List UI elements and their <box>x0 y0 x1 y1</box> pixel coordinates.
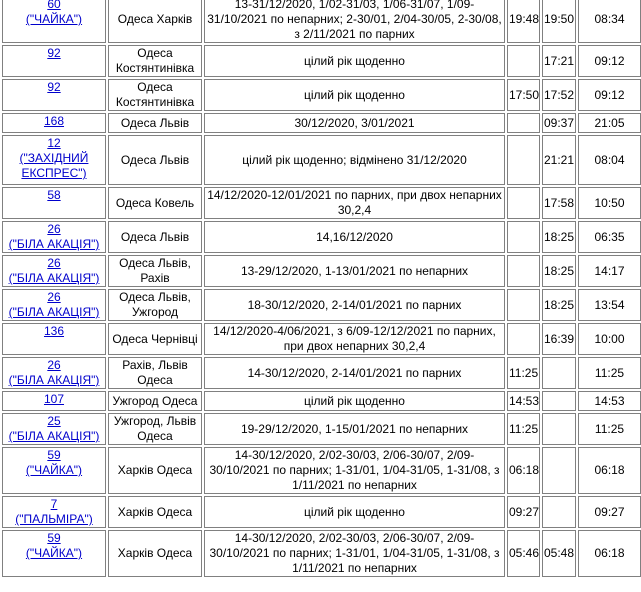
days-line: 18-30/12/2020, 2-14/01/2021 по парних <box>247 297 462 312</box>
train-number: 26 <box>47 290 61 304</box>
train-name: ("БІЛА АКАЦІЯ") <box>8 271 100 285</box>
route-line: Костянтинівка <box>115 61 195 75</box>
train-number: 92 <box>47 80 61 94</box>
table-row <box>2 323 641 355</box>
train-link[interactable] <box>4 256 104 286</box>
route-cell <box>108 113 202 133</box>
route-cell <box>108 357 202 389</box>
train-number: 25 <box>47 414 61 428</box>
route-cell <box>108 496 202 528</box>
route-cell <box>108 413 202 445</box>
days-cell <box>204 79 505 111</box>
departure-cell <box>542 413 576 445</box>
arrival-cell: 17:50 <box>507 79 540 111</box>
time-cell: 09:12 <box>578 45 641 77</box>
train-link[interactable] <box>4 531 104 561</box>
days-line: з 2/11/2021 по парних <box>294 27 415 41</box>
days-cell <box>204 413 505 445</box>
route-line: Харків Одеса <box>117 463 193 477</box>
route-line: Одеса Львів, <box>119 290 191 304</box>
days-line: цілий рік щоденно; відмінено 31/12/2020 <box>242 152 467 167</box>
route-line: Ужгород, Львів <box>113 414 197 428</box>
time-cell: 10:00 <box>578 323 641 355</box>
arrival-cell: 19:48 <box>507 0 540 43</box>
train-cell <box>2 45 106 77</box>
route-line: Одеса Львів <box>120 115 190 130</box>
table-row <box>2 45 641 77</box>
days-line: цілий рік щоденно <box>304 393 405 408</box>
route-cell <box>108 447 202 494</box>
days-line: цілий рік щоденно <box>304 53 405 68</box>
route-line: Одеса Львів <box>120 152 190 167</box>
route-line: Рахів, Львів <box>122 358 188 372</box>
train-number: 136 <box>43 324 65 338</box>
route-line: Одеса <box>137 80 173 94</box>
time-cell: 08:04 <box>578 135 641 185</box>
route-line: Одеса <box>137 429 173 443</box>
table-row <box>2 357 641 389</box>
days-line: 30,2,4 <box>337 203 372 217</box>
departure-cell: 16:39 <box>542 323 576 355</box>
days-cell <box>204 323 505 355</box>
train-link[interactable] <box>4 324 104 339</box>
route-cell <box>108 221 202 253</box>
route-cell <box>108 187 202 219</box>
train-link[interactable] <box>4 136 104 181</box>
train-link[interactable] <box>4 0 104 27</box>
days-cell <box>204 0 505 43</box>
train-link[interactable] <box>4 414 104 444</box>
days-line: 14/12/2020-12/01/2021 по парних, при двох непарних <box>207 188 502 202</box>
train-number: 92 <box>47 46 61 60</box>
departure-cell <box>542 447 576 494</box>
table-row <box>2 79 641 111</box>
arrival-cell <box>507 323 540 355</box>
train-link[interactable] <box>4 392 104 407</box>
arrival-cell <box>507 113 540 133</box>
table-row <box>2 0 641 43</box>
route-line: Одеса Чернівці <box>112 331 198 346</box>
route-cell <box>108 530 202 577</box>
table-row <box>2 289 641 321</box>
route-line: Одеса Львів, <box>119 256 191 270</box>
route-line: Одеса <box>137 46 173 60</box>
days-line: цілий рік щоденно <box>304 87 405 102</box>
days-cell <box>204 391 505 411</box>
train-name: ("БІЛА АКАЦІЯ") <box>8 429 100 443</box>
train-link[interactable] <box>4 188 104 203</box>
table-row <box>2 413 641 445</box>
days-line: 13-31/12/2020, 1/02-31/03, 1/06-31/07, 1/09- <box>234 0 475 11</box>
departure-cell: 18:25 <box>542 255 576 287</box>
departure-cell: 17:52 <box>542 79 576 111</box>
arrival-cell <box>507 187 540 219</box>
train-number: 7 <box>50 497 58 511</box>
days-line: 14-30/12/2020, 2/02-30/03, 2/06-30/07, 2/09- <box>234 531 475 545</box>
days-line: 30/10/2021 по парних; 1-31/01, 1/04-31/05, 1-31/08, з <box>209 546 500 560</box>
time-cell: 09:12 <box>578 79 641 111</box>
arrival-cell: 06:18 <box>507 447 540 494</box>
arrival-cell <box>507 45 540 77</box>
days-line: при двох непарних 30,2,4 <box>283 339 426 353</box>
train-name: ("БІЛА АКАЦІЯ") <box>8 373 100 387</box>
departure-cell: 05:48 <box>542 530 576 577</box>
route-cell <box>108 391 202 411</box>
days-cell <box>204 447 505 494</box>
route-line: Одеса Харків <box>117 12 193 26</box>
departure-cell: 17:58 <box>542 187 576 219</box>
train-link[interactable] <box>4 114 104 129</box>
days-line: 14-30/12/2020, 2-14/01/2021 по парних <box>247 365 462 380</box>
route-cell <box>108 135 202 185</box>
time-cell: 09:27 <box>578 496 641 528</box>
days-cell <box>204 255 505 287</box>
days-cell <box>204 113 505 133</box>
arrival-cell <box>507 255 540 287</box>
route-cell <box>108 45 202 77</box>
days-line: 1/11/2021 по непарних <box>292 561 417 575</box>
train-number: 59 <box>47 448 61 462</box>
days-line: 1/11/2021 по непарних <box>292 478 417 492</box>
train-link[interactable] <box>4 497 104 527</box>
train-link[interactable] <box>4 46 104 61</box>
train-name: ("ЧАЙКА") <box>25 12 83 26</box>
schedule-body <box>2 0 641 577</box>
departure-cell: 18:25 <box>542 221 576 253</box>
table-row <box>2 135 641 185</box>
time-cell: 21:05 <box>578 113 641 133</box>
train-cell <box>2 79 106 111</box>
departure-cell <box>542 496 576 528</box>
train-cell <box>2 113 106 133</box>
train-cell <box>2 530 106 577</box>
route-line: Костянтинівка <box>115 95 195 109</box>
train-cell <box>2 187 106 219</box>
route-cell <box>108 0 202 43</box>
days-cell <box>204 135 505 185</box>
train-number: 26 <box>47 222 61 236</box>
train-cell <box>2 289 106 321</box>
arrival-cell: 14:53 <box>507 391 540 411</box>
table-row <box>2 391 641 411</box>
train-link[interactable] <box>4 80 104 95</box>
route-line: Одеса <box>137 373 173 387</box>
days-line: цілий рік щоденно <box>304 504 405 519</box>
route-cell <box>108 289 202 321</box>
table-row <box>2 255 641 287</box>
time-cell: 14:53 <box>578 391 641 411</box>
train-cell <box>2 255 106 287</box>
route-cell <box>108 323 202 355</box>
route-cell <box>108 255 202 287</box>
train-name: ("ПАЛЬМІРА") <box>15 512 93 526</box>
train-link[interactable] <box>4 290 104 320</box>
route-line: Рахів <box>140 271 170 285</box>
train-link[interactable] <box>4 358 104 388</box>
time-cell: 14:17 <box>578 255 641 287</box>
days-line: 14/12/2020-4/06/2021, з 6/09-12/12/2021 по парних, <box>213 324 496 338</box>
table-row <box>2 221 641 253</box>
route-line: Харків Одеса <box>117 546 193 560</box>
train-name: ("ЗАХІДНИЙ ЕКСПРЕС") <box>19 151 89 180</box>
departure-cell: 21:21 <box>542 135 576 185</box>
train-number: 58 <box>47 188 61 202</box>
time-cell: 13:54 <box>578 289 641 321</box>
time-cell: 10:50 <box>578 187 641 219</box>
arrival-cell: 11:25 <box>507 413 540 445</box>
time-cell: 08:34 <box>578 0 641 43</box>
time-cell: 11:25 <box>578 357 641 389</box>
train-number: 26 <box>47 358 61 372</box>
time-cell: 06:18 <box>578 447 641 494</box>
table-row <box>2 113 641 133</box>
train-number: 60 <box>47 0 61 11</box>
table-row <box>2 447 641 494</box>
departure-cell <box>542 391 576 411</box>
departure-cell: 17:21 <box>542 45 576 77</box>
departure-cell: 09:37 <box>542 113 576 133</box>
route-cell <box>108 79 202 111</box>
train-cell <box>2 221 106 253</box>
arrival-cell: 05:46 <box>507 530 540 577</box>
train-cell <box>2 391 106 411</box>
days-line: 19-29/12/2020, 1-15/01/2021 по непарних <box>240 421 469 436</box>
train-name: ("ЧАЙКА") <box>25 463 83 477</box>
train-number: 26 <box>47 256 61 270</box>
train-number: 59 <box>47 531 61 545</box>
arrival-cell <box>507 221 540 253</box>
days-cell <box>204 221 505 253</box>
arrival-cell: 09:27 <box>507 496 540 528</box>
train-cell <box>2 496 106 528</box>
train-link[interactable] <box>4 222 104 252</box>
time-cell: 06:35 <box>578 221 641 253</box>
arrival-cell <box>507 135 540 185</box>
days-line: 14,16/12/2020 <box>316 229 393 244</box>
arrival-cell: 11:25 <box>507 357 540 389</box>
train-link[interactable] <box>4 448 104 478</box>
route-line: Одеса Львів <box>120 229 190 244</box>
table-row <box>2 496 641 528</box>
days-line: 13-29/12/2020, 1-13/01/2021 по непарних <box>240 263 469 278</box>
train-number: 107 <box>43 392 65 406</box>
route-line: Одеса Ковель <box>115 195 195 210</box>
table-row <box>2 187 641 219</box>
days-line: 30/12/2020, 3/01/2021 <box>294 115 415 130</box>
days-cell <box>204 530 505 577</box>
route-line: Ужгород Одеса <box>112 393 198 408</box>
train-cell <box>2 447 106 494</box>
days-cell <box>204 187 505 219</box>
arrival-cell <box>507 289 540 321</box>
departure-cell: 18:25 <box>542 289 576 321</box>
train-cell <box>2 135 106 185</box>
time-cell: 06:18 <box>578 530 641 577</box>
train-cell <box>2 0 106 43</box>
days-cell <box>204 45 505 77</box>
train-name: ("БІЛА АКАЦІЯ") <box>8 237 100 251</box>
table-row <box>2 530 641 577</box>
days-line: 14-30/12/2020, 2/02-30/03, 2/06-30/07, 2/09- <box>234 448 475 462</box>
route-line: Ужгород <box>131 305 179 319</box>
days-cell <box>204 496 505 528</box>
train-cell <box>2 357 106 389</box>
days-cell <box>204 357 505 389</box>
train-number: 168 <box>43 114 65 128</box>
time-cell: 11:25 <box>578 413 641 445</box>
route-line: Харків Одеса <box>117 504 193 519</box>
days-line: 30/10/2021 по парних; 1-31/01, 1/04-31/05, 1-31/08, з <box>209 463 500 477</box>
train-number: 12 <box>47 136 61 150</box>
days-cell <box>204 289 505 321</box>
departure-cell <box>542 357 576 389</box>
train-name: ("БІЛА АКАЦІЯ") <box>8 305 100 319</box>
departure-cell: 19:50 <box>542 0 576 43</box>
train-name: ("ЧАЙКА") <box>25 546 83 560</box>
train-cell <box>2 413 106 445</box>
train-cell <box>2 323 106 355</box>
days-line: 31/10/2021 по непарних; 2-30/01, 2/04-30/05, 2-30/08, <box>207 12 502 26</box>
